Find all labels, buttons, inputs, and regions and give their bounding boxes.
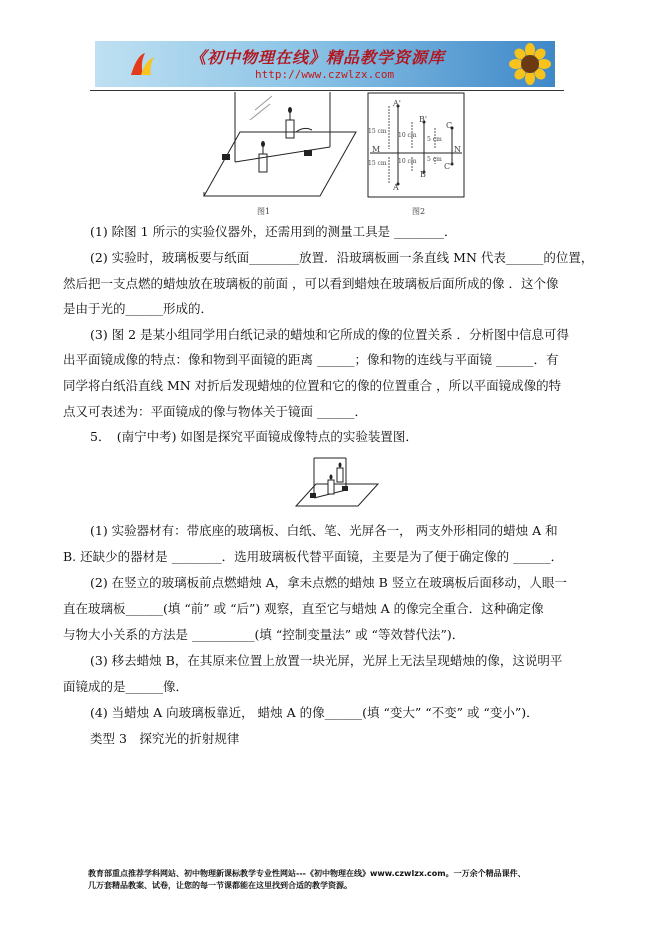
paragraph-9: (1) 实验器材有：带底座的玻璃板、白纸、笔、光屏各一， 两支外形相同的蜡烛 A 和 bbox=[90, 523, 558, 538]
sunflower-icon bbox=[509, 43, 551, 85]
paragraph-13: 与物大小关系的方法是 __________(填 “控制变量法” 或 “等效替代法”)． bbox=[63, 627, 465, 642]
paragraph-1: (1) 除图 1 所示的实验仪器外，还需用到的测量工具是 ________． bbox=[90, 224, 457, 239]
paragraph-8: 点又可表述为：平面镜成的像与物体关于镜面 ______． bbox=[63, 404, 367, 419]
figure-2-diagram bbox=[367, 92, 465, 198]
figure-3-diagram bbox=[292, 454, 382, 510]
fig2-dist-10-top: 10 cm bbox=[398, 132, 417, 139]
fig2-dist-10-bottom: 10 cm bbox=[398, 158, 417, 165]
figure-1-caption: 图1 bbox=[257, 207, 271, 216]
site-url[interactable]: http://www.czwlzx.com bbox=[255, 68, 395, 81]
paragraph-6: 出平面镜成像的特点：像和物到平面镜的距离 ______；像和物的连线与平面镜 ______．有 bbox=[63, 352, 559, 367]
paragraph-12: 直在玻璃板______(填 “前” 或 “后”) 观察，直至它与蜡烛 A 的像完全重合．这种确定像 bbox=[63, 601, 544, 616]
fig2-label-a: A bbox=[393, 183, 399, 192]
fig2-label-c-prime: C' bbox=[444, 162, 453, 171]
fig2-dist-5-top: 5 cm bbox=[427, 136, 442, 143]
paragraph-16: (4) 当蜡烛 A 向玻璃板靠近， 蜡烛 A 的像______(填 “变大” “不变” 或 “变小”)． bbox=[90, 705, 539, 720]
section-type-3: 类型 3 探究光的折射规律 bbox=[90, 731, 240, 746]
paragraph-7: 同学将白纸沿直线 MN 对折后发现蜡烛的位置和它的像的位置重合 ，所以平面镜成像的特 bbox=[63, 378, 562, 393]
fig2-dist-15-top: 15 cm bbox=[368, 128, 387, 135]
fig2-dist-5-bottom: 5 cm bbox=[427, 156, 442, 163]
paragraph-2: (2) 实验时，玻璃板要与纸面________放置．沿玻璃板画一条直线 MN 代表______的位置， bbox=[90, 250, 594, 265]
fig2-label-n: N bbox=[454, 145, 461, 154]
header-banner bbox=[95, 41, 555, 87]
paragraph-5: (3) 图 2 是某小组同学用白纸记录的蜡烛和它所成的像的位置关系 ．分析图中信息可得 bbox=[90, 327, 570, 342]
paragraph-4: 是由于光的______形成的． bbox=[63, 301, 214, 316]
paragraph-15: 面镜成的是______像． bbox=[63, 679, 189, 694]
site-title: 《初中物理在线》精品教学资源库 bbox=[190, 48, 446, 67]
site-logo-icon bbox=[127, 49, 157, 79]
fig2-label-c: C bbox=[446, 121, 453, 130]
fig2-dist-15-bottom: 15 cm bbox=[368, 160, 387, 167]
question-5-title: 5． (南宁中考) 如图是探究平面镜成像特点的实验装置图． bbox=[90, 429, 418, 444]
fig2-label-a-prime: A' bbox=[393, 99, 401, 108]
fig2-label-m: M bbox=[372, 145, 381, 154]
paragraph-10: B. 还缺少的器材是 ________．选用玻璃板代替平面镜，主要是为了便于确定像的 ______． bbox=[63, 549, 564, 564]
header-rule bbox=[90, 90, 564, 91]
footer-line-1: 教育部重点推荐学科网站、初中物理新课标教学专业性网站---《初中物理在线》www.czwlzx.com。一万余个精品课件、 bbox=[88, 869, 526, 878]
paragraph-11: (2) 在竖立的玻璃板前点燃蜡烛 A，拿未点燃的蜡烛 B 竖立在玻璃板后面移动，人眼一 bbox=[90, 575, 567, 590]
figure-1-diagram bbox=[200, 92, 360, 202]
footer-line-2: 几万套精品教案、试卷，让您的每一节课都能在这里找到合适的教学资源。 bbox=[88, 881, 352, 890]
figure-2-caption: 图2 bbox=[412, 207, 426, 216]
paragraph-14: (3) 移去蜡烛 B，在其原来位置上放置一块光屏，光屏上无法呈现蜡烛的像，这说明平 bbox=[90, 653, 563, 668]
paragraph-3: 然后把一支点燃的蜡烛放在玻璃板的前面 ，可以看到蜡烛在玻璃板后面所成的像 ．这个像 bbox=[63, 276, 559, 291]
fig2-label-b-prime: B' bbox=[419, 115, 428, 124]
fig2-label-b: B bbox=[420, 170, 426, 179]
